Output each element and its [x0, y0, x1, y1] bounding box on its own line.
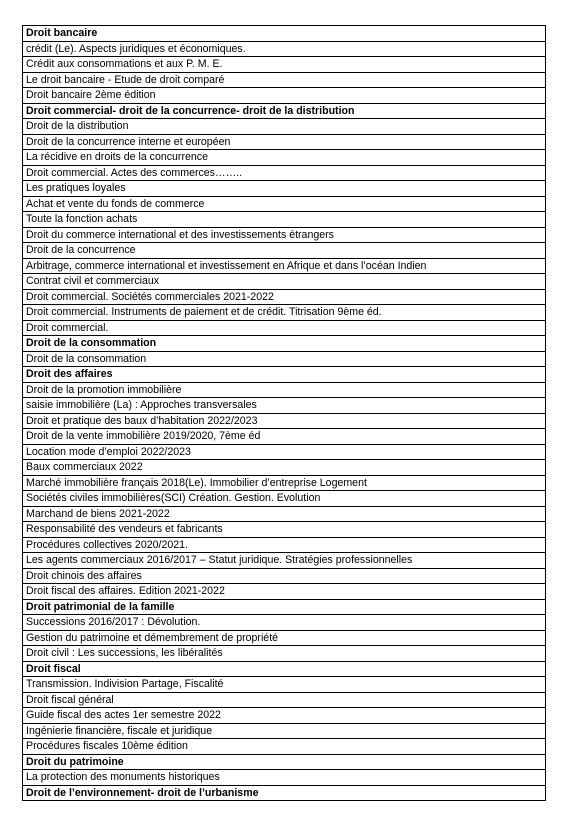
table-row: [23, 181, 546, 197]
table-row: [23, 243, 546, 259]
book-title: Droit commercial. Instruments de paiement et de crédit. Titrisation 9ème éd.: [23, 305, 546, 321]
book-title: Droit fiscal général: [23, 692, 546, 708]
table-row: [23, 398, 546, 414]
book-title: Droit de la promotion immobilière: [23, 382, 546, 398]
table-row: [23, 460, 546, 476]
section-heading: Droit de la consommation: [23, 336, 546, 352]
book-title: Le droit bancaire - Etude de droit comparé: [23, 72, 546, 88]
book-title: Droit de la vente immobilière 2019/2020, 7ème éd: [23, 429, 546, 445]
section-heading: Droit fiscal: [23, 661, 546, 677]
table-row: [23, 134, 546, 150]
table-row: [23, 320, 546, 336]
table-row: [23, 72, 546, 88]
section-heading-row: [23, 336, 546, 352]
table-row: [23, 584, 546, 600]
book-title: Droit commercial. Actes des commerces……..: [23, 165, 546, 181]
table-row: [23, 739, 546, 755]
book-title: Droit civil : Les successions, les libéralités: [23, 646, 546, 662]
table-row: [23, 274, 546, 290]
book-title: Ingénierie financière, fiscale et juridique: [23, 723, 546, 739]
section-heading-row: [23, 661, 546, 677]
book-title: La protection des monuments historiques: [23, 770, 546, 786]
book-title: La récidive en droits de la concurrence: [23, 150, 546, 166]
section-heading-row: [23, 754, 546, 770]
book-list-table: [22, 25, 546, 801]
book-title: Droit commercial.: [23, 320, 546, 336]
book-title: Guide fiscal des actes 1er semestre 2022: [23, 708, 546, 724]
table-row: [23, 289, 546, 305]
table-row: [23, 212, 546, 228]
book-title: Marché immobilière français 2018(Le). Immobilier d’entreprise Logement: [23, 475, 546, 491]
section-heading: Droit commercial- droit de la concurrence- droit de la distribution: [23, 103, 546, 119]
table-row: [23, 413, 546, 429]
table-row: [23, 165, 546, 181]
book-title: crédit (Le). Aspects juridiques et économiques.: [23, 41, 546, 57]
table-row: [23, 723, 546, 739]
book-title: Achat et vente du fonds de commerce: [23, 196, 546, 212]
section-heading: Droit des affaires: [23, 367, 546, 383]
book-title: Successions 2016/2017 : Dévolution.: [23, 615, 546, 631]
table-row: [23, 615, 546, 631]
table-row: [23, 677, 546, 693]
table-row: [23, 119, 546, 135]
book-title: saisie immobilière (La) : Approches transversales: [23, 398, 546, 414]
table-row: [23, 351, 546, 367]
book-title: Gestion du patrimoine et démembrement de propriété: [23, 630, 546, 646]
book-title: Droit bancaire 2ème édition: [23, 88, 546, 104]
table-row: [23, 568, 546, 584]
book-title: Droit du commerce international et des investissements étrangers: [23, 227, 546, 243]
table-row: [23, 305, 546, 321]
table-row: [23, 646, 546, 662]
section-heading-row: [23, 26, 546, 42]
book-title: Marchand de biens 2021-2022: [23, 506, 546, 522]
book-title: Location mode d’emploi 2022/2023: [23, 444, 546, 460]
table-row: [23, 475, 546, 491]
table-row: [23, 506, 546, 522]
table-row: [23, 429, 546, 445]
book-title: Transmission. Indivision Partage, Fiscalité: [23, 677, 546, 693]
section-heading-row: [23, 599, 546, 615]
section-heading: Droit du patrimoine: [23, 754, 546, 770]
book-title: Droit de la distribution: [23, 119, 546, 135]
table-row: [23, 57, 546, 73]
book-title: Toute la fonction achats: [23, 212, 546, 228]
book-title: Sociétés civiles immobilières(SCI) Création. Gestion. Evolution: [23, 491, 546, 507]
book-title: Arbitrage, commerce international et investissement en Afrique et dans l’océan Indien: [23, 258, 546, 274]
table-row: [23, 708, 546, 724]
section-heading-row: [23, 785, 546, 801]
book-title: Les pratiques loyales: [23, 181, 546, 197]
section-heading: Droit bancaire: [23, 26, 546, 42]
section-heading-row: [23, 103, 546, 119]
book-title: Droit fiscal des affaires. Edition 2021-2022: [23, 584, 546, 600]
section-heading-row: [23, 367, 546, 383]
book-title: Procédures collectives 2020/2021.: [23, 537, 546, 553]
book-title: Contrat civil et commerciaux: [23, 274, 546, 290]
book-title: Procédures fiscales 10ème édition: [23, 739, 546, 755]
table-row: [23, 491, 546, 507]
book-title: Crédit aux consommations et aux P. M. E.: [23, 57, 546, 73]
table-row: [23, 770, 546, 786]
book-title: Droit chinois des affaires: [23, 568, 546, 584]
book-list-body: [23, 26, 546, 801]
book-title: Droit de la consommation: [23, 351, 546, 367]
book-title: Les agents commerciaux 2016/2017 – Statut juridique. Stratégies professionnelles: [23, 553, 546, 569]
table-row: [23, 553, 546, 569]
table-row: [23, 227, 546, 243]
book-title: Responsabilité des vendeurs et fabricants: [23, 522, 546, 538]
table-row: [23, 41, 546, 57]
table-row: [23, 196, 546, 212]
section-heading: Droit patrimonial de la famille: [23, 599, 546, 615]
book-title: Droit et pratique des baux d’habitation 2022/2023: [23, 413, 546, 429]
section-heading: Droit de l’environnement- droit de l’urbanisme: [23, 785, 546, 801]
table-row: [23, 382, 546, 398]
book-title: Droit commercial. Sociétés commerciales 2021-2022: [23, 289, 546, 305]
table-row: [23, 630, 546, 646]
book-title: Droit de la concurrence interne et européen: [23, 134, 546, 150]
table-row: [23, 88, 546, 104]
table-row: [23, 522, 546, 538]
table-row: [23, 150, 546, 166]
table-row: [23, 537, 546, 553]
book-title: Droit de la concurrence: [23, 243, 546, 259]
book-title: Baux commerciaux 2022: [23, 460, 546, 476]
table-row: [23, 258, 546, 274]
table-row: [23, 444, 546, 460]
table-row: [23, 692, 546, 708]
